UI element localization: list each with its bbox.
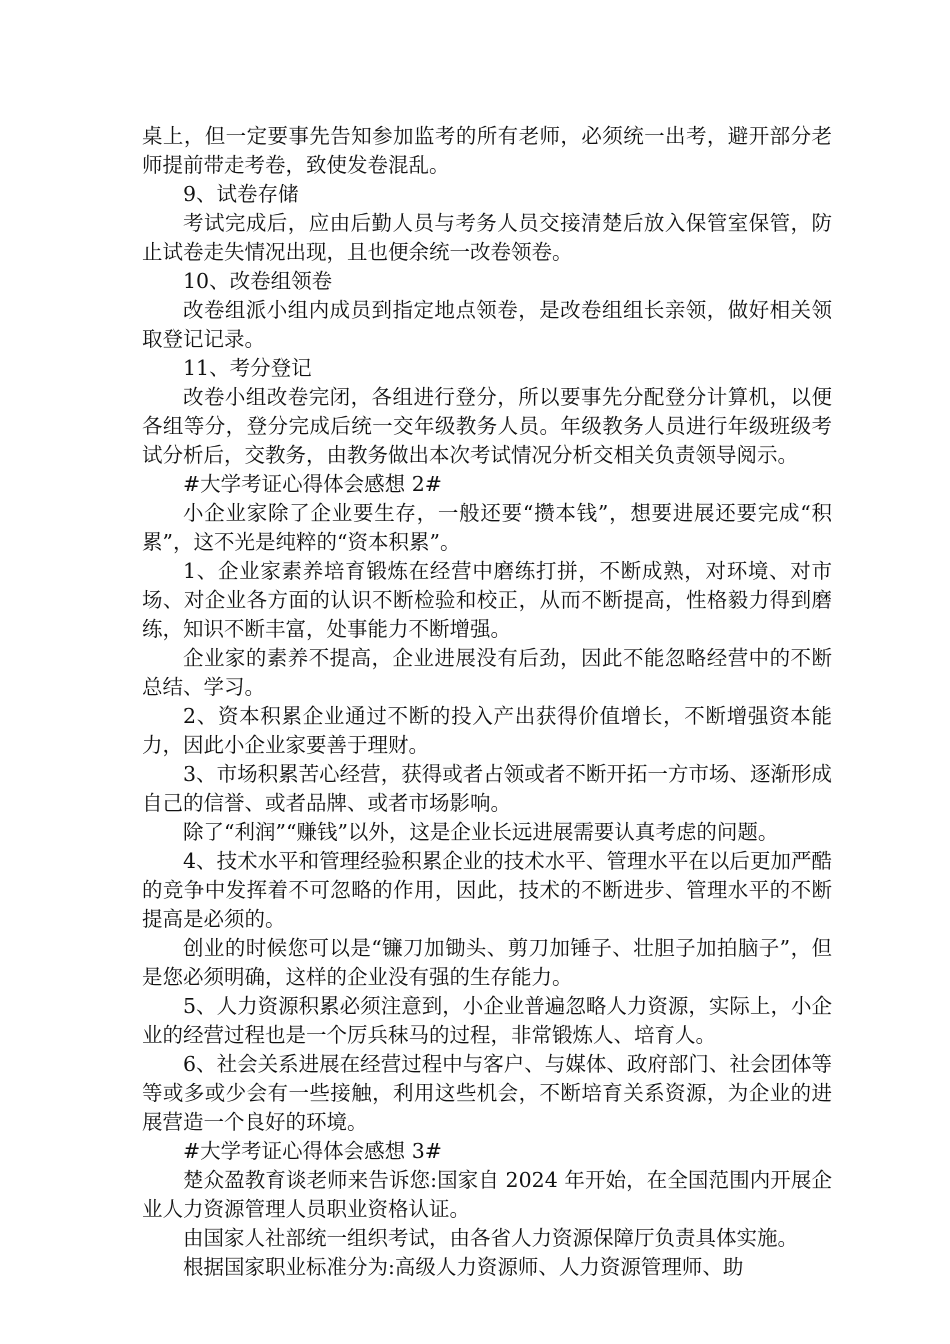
paragraph: 4、技术水平和管理经验积累企业的技术水平、管理水平在以后更加严酷的竞争中发挥着不可忽略的作用，因此，技术的不断进步、管理水平的不断提高是必须的。: [142, 849, 832, 931]
paragraph: 楚众盈教育谈老师来告诉您:国家自 2024 年开始，在全国范围内开展企业人力资源管理人员职业资格认证。: [142, 1168, 832, 1221]
paragraph: 小企业家除了企业要生存，一般还要“攒本钱”，想要进展还要完成“积累”，这不光是纯粹的“资本积累”。: [142, 501, 832, 554]
paragraph: 企业家的素养不提高，企业进展没有后劲，因此不能忽略经营中的不断总结、学习。: [142, 646, 832, 699]
section-heading-10: 10、改卷组领卷: [183, 269, 333, 293]
paragraph-truncated: 根据国家职业标准分为:高级人力资源师、人力资源管理师、助: [183, 1255, 744, 1279]
paragraph: 改卷小组改卷完闭，各组进行登分，所以要事先分配登分计算机，以便各组等分，登分完成后统一交年级教务人员。年级教务人员进行年级班级考试分析后，交教务，由教务做出本次考试情况分析交相关负责领导阅示。: [142, 385, 832, 467]
article-heading-2: #大学考证心得体会感想 2#: [183, 472, 442, 496]
paragraph: 5、人力资源积累必须注意到，小企业普遍忽略人力资源，实际上，小企业的经营过程也是一个厉兵秣马的过程，非常锻炼人、培育人。: [142, 994, 832, 1047]
paragraph: 考试完成后，应由后勤人员与考务人员交接清楚后放入保管室保管，防止试卷走失情况出现，且也便余统一改卷领卷。: [142, 211, 832, 264]
paragraph-continuation: 桌上，但一定要事先告知参加监考的所有老师，必须统一出考，避开部分老师提前带走考卷，致使发卷混乱。: [142, 124, 832, 177]
document-page: [142, 122, 832, 1282]
section-heading-9: 9、试卷存储: [183, 182, 299, 206]
paragraph: 1、企业家素养培育锻炼在经营中磨练打拼，不断成熟，对环境、对市场、对企业各方面的认识不断检验和校正，从而不断提高，性格毅力得到磨练，知识不断丰富，处事能力不断增强。: [142, 559, 832, 641]
paragraph: 6、社会关系进展在经营过程中与客户、与媒体、政府部门、社会团体等等或多或少会有一些接触，利用这些机会，不断培育关系资源，为企业的进展营造一个良好的环境。: [142, 1052, 832, 1134]
paragraph: 改卷组派小组内成员到指定地点领卷，是改卷组组长亲领，做好相关领取登记记录。: [142, 298, 832, 351]
paragraph: 由国家人社部统一组织考试，由各省人力资源保障厅负责具体实施。: [183, 1226, 798, 1250]
paragraph: 除了“利润”“赚钱”以外，这是企业长远进展需要认真考虑的问题。: [183, 820, 779, 844]
section-heading-11: 11、考分登记: [183, 356, 312, 380]
article-heading-3: #大学考证心得体会感想 3#: [183, 1139, 442, 1163]
paragraph: 创业的时候您可以是“镰刀加锄头、剪刀加锤子、壮胆子加拍脑子”，但是您必须明确，这样的企业没有强的生存能力。: [142, 936, 832, 989]
paragraph: 2、资本积累企业通过不断的投入产出获得价值增长，不断增强资本能力，因此小企业家要善于理财。: [142, 704, 832, 757]
paragraph: 3、市场积累苦心经营，获得或者占领或者不断开拓一方市场、逐渐形成自己的信誉、或者品牌、或者市场影响。: [142, 762, 832, 815]
